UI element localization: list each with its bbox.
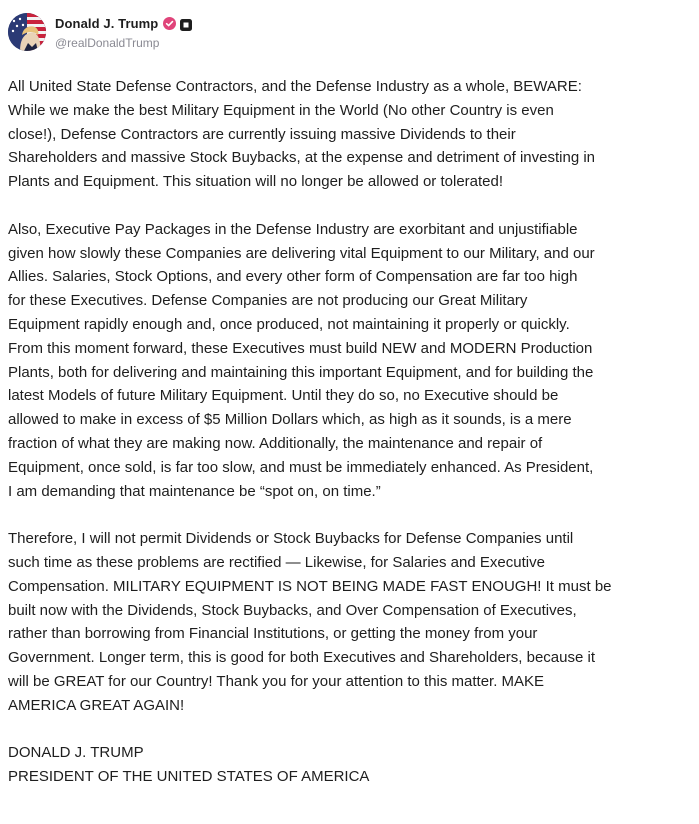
- display-name[interactable]: Donald J. Trump: [55, 16, 159, 31]
- post-paragraph: All United State Defense Contractors, and the Defense Industry as a whole, BEWARE: While we make the best Military Equipment in the World (No other Country is even close!), Defense Contractors are currently issuing massive Dividends to their Shareholders and massive Stock Buybacks, at the expense and detriment of investing in Plants and Equipment. This situation will no longer be allowed or tolerated!: [8, 78, 595, 191]
- post-paragraph: Therefore, I will not permit Dividends or Stock Buybacks for Defense Companies until such time as these problems are rectified — Likewise, for Salaries and Executive Compensation. MILITARY EQUIPMENT IS NOT BEING MADE FAST ENOUGH! It must be built now with the Dividends, Stock Buybacks, and Over Compensation of Executives, rather than borrowing from Financial Institutions, or getting the money from your Government. Longer term, this is good for both Executives and Shareholders, because it will be GREAT for our Country! Thank you for your attention to this matter. MAKE AMERICA GREAT AGAIN!: [8, 530, 612, 714]
- author-info: [55, 15, 192, 50]
- organization-badge-icon: [180, 18, 192, 30]
- post-body: [8, 75, 696, 789]
- post-signature: DONALD J. TRUMP PRESIDENT OF THE UNITED STATES OF AMERICA: [8, 744, 370, 786]
- handle[interactable]: @realDonaldTrump: [55, 35, 160, 50]
- avatar[interactable]: [8, 13, 46, 51]
- name-row: [55, 15, 192, 33]
- post-paragraph: Also, Executive Pay Packages in the Defense Industry are exorbitant and unjustifiable given how slowly these Companies are delivering vital Equipment to our Military, and our Allies. Salaries, Stock Options, and every other form of Compensation are far too high for these Executives. Defense Companies are not producing our Great Military Equipment rapidly enough and, once produced, not maintaining it properly or quickly. From this moment forward, these Executives must build NEW and MODERN Production Plants, both for delivering and maintaining this important Equipment, and for building the latest Models of future Military Equipment. Until they do so, no Executive should be allowed to make in excess of $5 Million Dollars which, as high as it sounds, is a mere fraction of what they are making now. Additionally, the maintenance and repair of Equipment, once sold, is far too slow, and must be immediately enhanced. As President, I am demanding that maintenance be “spot on, on time.”: [8, 220, 595, 500]
- verified-badge-icon: [163, 17, 176, 30]
- avatar-flag-icon: [8, 13, 46, 51]
- post-header: [8, 10, 192, 54]
